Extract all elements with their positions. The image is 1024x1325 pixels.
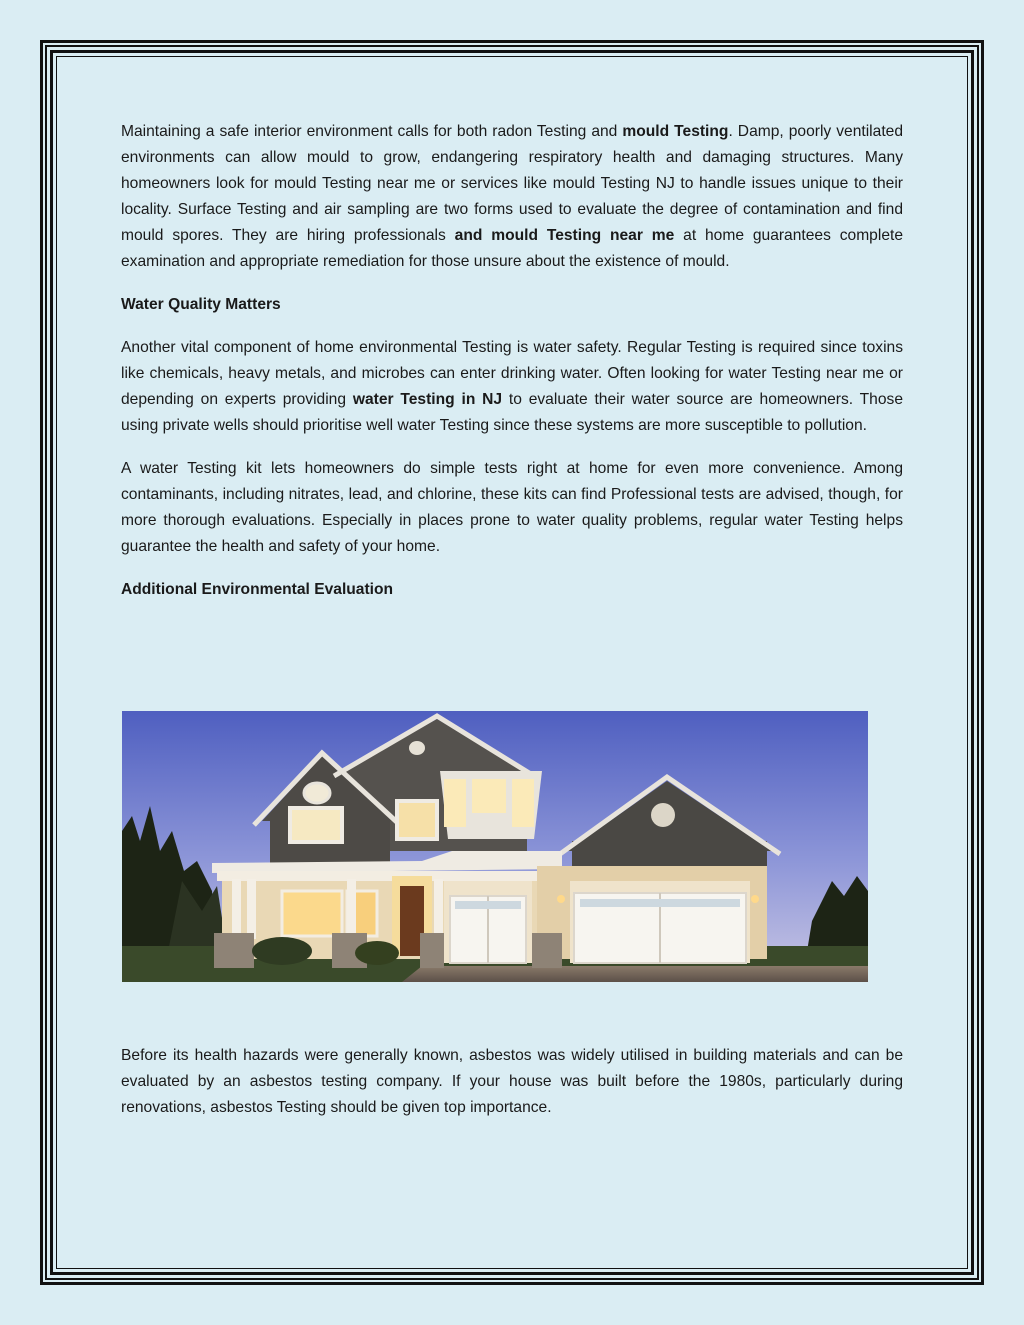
- intro-text-3: at home guarantees complete examination and appropriate remediation for those unsure about the existence of mould.: [121, 227, 904, 270]
- intro-text-2: . Damp, poorly ventilated environments can allow mould to grow, endangering respiratory health and damaging structures. Many homeowners look for mould Testing near me or services like mould Testing NJ to handle issues unique to their locality. Surface Testing and air sampling are two forms used to evaluate the degree of contamination and find mould spores. They are hiring professionals: [121, 123, 903, 244]
- asbestos-paragraph: Before its health hazards were generally known, asbestos was widely utilised in building materials and can be evaluated by an asbestos testing company. If your house was built before the 1980s, particularly during renovations, asbestos Testing should be given top importance.: [121, 1047, 903, 1116]
- intro-bold-mould-testing: mould Testing: [622, 123, 729, 140]
- additional-evaluation-heading: Additional Environmental Evaluation: [121, 581, 394, 598]
- water-bold-nj: water Testing in NJ: [352, 391, 503, 408]
- water-text-1: Another vital component of home environmental Testing is water safety. Regular Testing is required since toxins like chemicals, heavy metals, and microbes can enter drinking water. Often looking for water Testing near me or depending on experts providing: [121, 339, 903, 408]
- water-paragraph-2: A water Testing kit lets homeowners do simple tests right at home for even more convenience. Among contaminants, including nitrates, lead, and chlorine, these kits can find Professional tests are advised, though, for more thorough evaluations. Especially in places prone to water quality problems, regular water Testing helps guarantee the health and safety of your home.: [121, 460, 903, 555]
- asbestos-section: [121, 1043, 903, 1138]
- intro-bold-mould-testing-near-me: and mould Testing near me: [454, 227, 675, 244]
- water-text-2: to evaluate their water source are homeowners. Those using private wells should prioritise well water Testing since these systems are more susceptible to pollution.: [121, 391, 903, 434]
- article-body: [121, 119, 903, 620]
- water-paragraph-1: [121, 335, 903, 439]
- house-photo: [122, 711, 868, 982]
- water-quality-heading: Water Quality Matters: [121, 296, 281, 313]
- intro-paragraph: [121, 119, 903, 275]
- intro-text-1: Maintaining a safe interior environment calls for both radon Testing and: [121, 123, 623, 140]
